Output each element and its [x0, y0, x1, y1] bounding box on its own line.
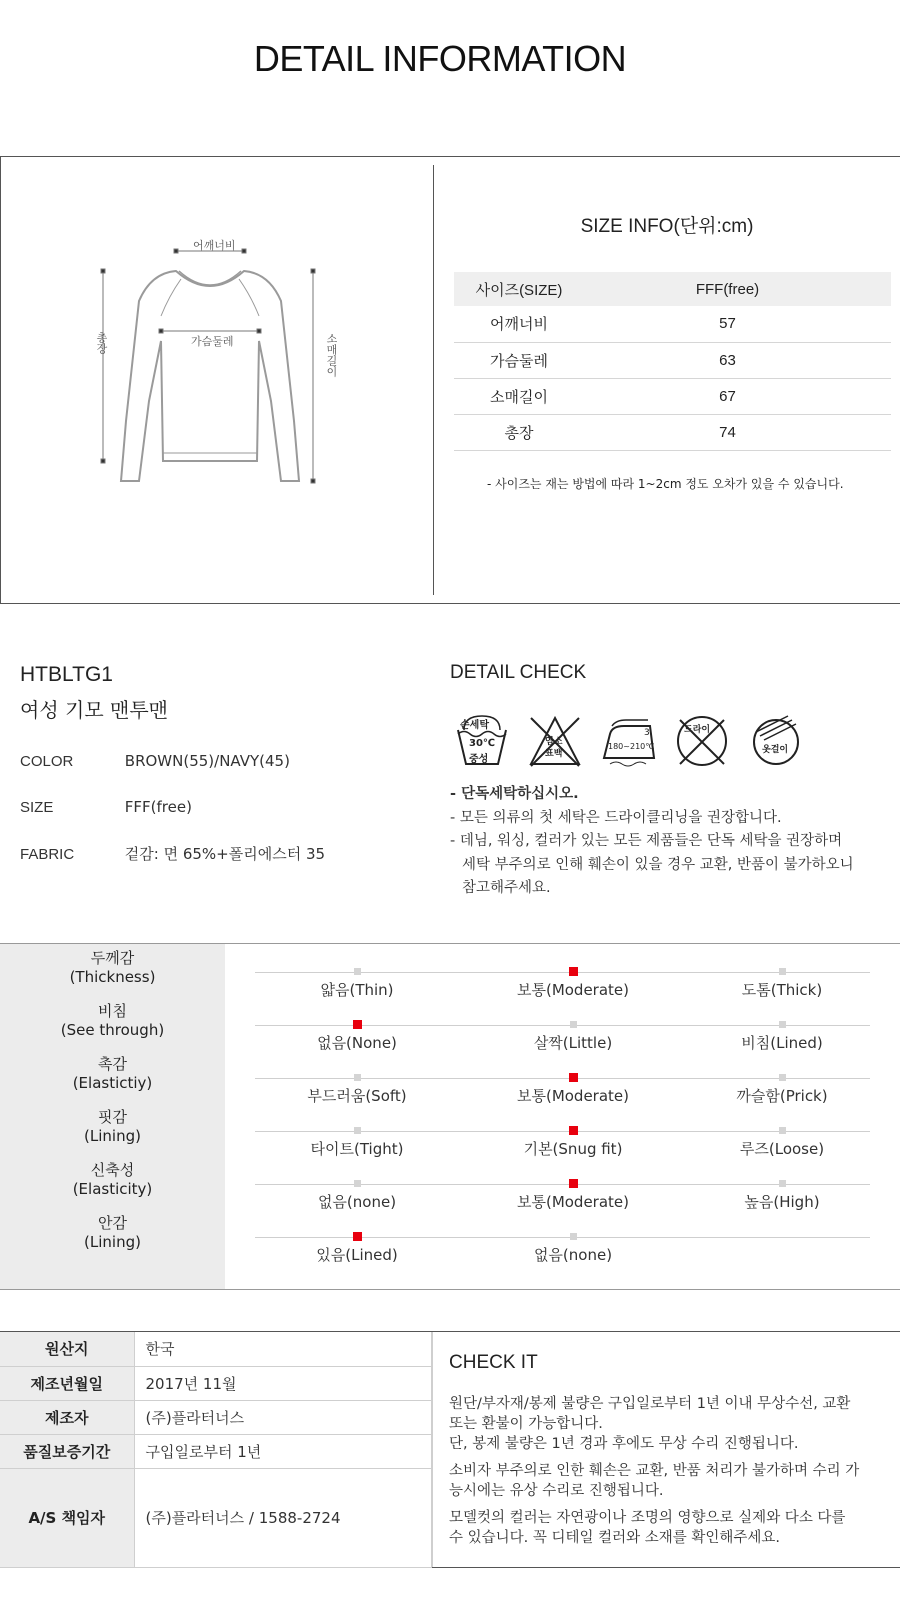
spec-value: 겉감: 면 65%+폴리에스터 35 [124, 845, 326, 863]
attribute-marker [779, 1127, 786, 1134]
care-text: 30℃ [469, 738, 496, 749]
diagram-label-sleeve: 소매길이 [325, 333, 338, 377]
attribute-marker [354, 968, 361, 975]
care-text: 옷걸이 [762, 745, 789, 755]
table-row [0, 1332, 432, 1366]
care-note: - 단독세탁하십시오. [450, 786, 579, 802]
attribute-marker [570, 1021, 577, 1028]
attribute-marker [354, 1127, 361, 1134]
check-it-line: 소비자 부주의로 인한 훼손은 교환, 반품 처리가 불가하며 수리 가 [449, 1463, 860, 1479]
size-header-label: 사이즈(SIZE) [454, 272, 584, 306]
attribute-option: 없음(None) [317, 1034, 397, 1052]
attribute-name: 촉감 [98, 1055, 127, 1073]
check-it-line: 또는 환불이 가능합니다. [449, 1416, 603, 1432]
attribute-label [0, 949, 225, 987]
attribute-row [0, 1002, 900, 1055]
info-key: 원산지 [0, 1332, 134, 1366]
size-table-header [454, 272, 891, 306]
product-code: HTBLTG1 [20, 663, 113, 686]
attribute-option: 부드러움(Soft) [307, 1087, 407, 1105]
table-row [454, 342, 891, 378]
diagram-label-shoulder: 어깨너비 [193, 239, 236, 252]
size-note: - 사이즈는 재는 방법에 따라 1~2cm 정도 오차가 있을 수 있습니다. [487, 477, 844, 491]
info-key: A/S 책임자 [0, 1468, 134, 1567]
attribute-marker-selected [569, 1073, 578, 1082]
size-row-value: 63 [584, 342, 891, 378]
care-note: - 모든 의류의 첫 세탁은 드라이클리닝을 권장합니다. [450, 809, 782, 826]
attribute-label [0, 1214, 225, 1252]
attribute-row [0, 1214, 900, 1267]
size-table [454, 272, 891, 451]
spec-label: COLOR [20, 753, 74, 770]
table-row [454, 414, 891, 450]
attribute-marker [354, 1180, 361, 1187]
attribute-option: 기본(Snug fit) [523, 1140, 623, 1158]
attribute-option: 보통(Moderate) [516, 1193, 630, 1211]
attribute-scale-line [255, 1078, 870, 1079]
attribute-name: 안감 [98, 1214, 127, 1232]
size-row-name: 총장 [454, 414, 584, 450]
attribute-sub: (Lining) [84, 1233, 141, 1251]
attribute-row [0, 1055, 900, 1108]
table-row [0, 1468, 432, 1567]
attribute-sub: (Thickness) [69, 968, 156, 986]
attribute-option: 도톰(Thick) [741, 981, 823, 999]
size-row-name: 가슴둘레 [454, 342, 584, 378]
spec-value: BROWN(55)/NAVY(45) [124, 752, 290, 770]
attribute-option: 없음(none) [317, 1193, 397, 1211]
diagram-label-length: 총장 [95, 332, 108, 354]
care-icons [452, 712, 872, 774]
check-it-line: 단, 봉제 불량은 1년 경과 후에도 무상 수리 진행됩니다. [449, 1436, 799, 1452]
product-notice-section [0, 1331, 900, 1568]
attribute-sub: (Lining) [84, 1127, 141, 1145]
spec-row-fabric [20, 843, 325, 864]
info-key: 제조년월일 [0, 1366, 134, 1400]
attribute-option: 살짝(Little) [533, 1034, 613, 1052]
care-notes [450, 783, 890, 901]
attribute-option: 루즈(Loose) [739, 1140, 825, 1158]
attribute-marker [354, 1074, 361, 1081]
attribute-row [0, 1161, 900, 1214]
check-it-paragraph [449, 1508, 889, 1548]
attribute-label [0, 1161, 225, 1199]
attribute-scale-line [255, 1025, 870, 1026]
attribute-section [0, 943, 900, 1290]
attribute-marker-selected [569, 1126, 578, 1135]
care-note: 세탁 부주의로 인해 훼손이 있을 경우 교환, 반품이 불가하오니 [462, 856, 854, 873]
attribute-marker [779, 1021, 786, 1028]
table-row [0, 1434, 432, 1468]
care-text: 드라이 [684, 725, 711, 735]
attribute-option: 타이트(Tight) [310, 1140, 404, 1158]
page-title: DETAIL INFORMATION [253, 38, 627, 79]
attribute-marker [779, 1180, 786, 1187]
check-it-body [449, 1394, 889, 1555]
spec-row-size [20, 798, 192, 816]
attribute-sub: (Elastictiy) [72, 1074, 153, 1092]
size-row-name: 어깨너비 [454, 306, 584, 342]
attribute-scale-line [255, 1184, 870, 1185]
attribute-label [0, 1108, 225, 1146]
size-row-name: 소매길이 [454, 378, 584, 414]
attribute-marker [570, 1233, 577, 1240]
info-value: (주)플라터너스 / 1588-2724 [134, 1468, 432, 1567]
attribute-marker-selected [353, 1232, 362, 1241]
check-it-line: 능시에는 유상 수리로 진행됩니다. [449, 1483, 664, 1499]
attribute-marker [779, 1074, 786, 1081]
care-text: 180~210℃ [608, 742, 655, 751]
attribute-row [0, 1108, 900, 1161]
product-name: 여성 기모 맨투맨 [20, 698, 168, 722]
check-it-line: 원단/부자재/봉제 불량은 구입일로부터 1년 이내 무상수선, 교환 [449, 1396, 851, 1412]
size-row-value: 74 [584, 414, 891, 450]
attribute-name: 핏감 [98, 1108, 127, 1126]
info-key: 제조자 [0, 1400, 134, 1434]
notice-divider [432, 1332, 433, 1567]
attribute-option: 있음(Lined) [316, 1246, 398, 1264]
table-row [454, 306, 891, 342]
info-value: 구입일로부터 1년 [134, 1434, 432, 1468]
spec-value: FFF(free) [124, 798, 192, 816]
attribute-marker-selected [569, 1179, 578, 1188]
attribute-option: 비침(Lined) [741, 1034, 823, 1052]
size-info-title: SIZE INFO(단위:cm) [580, 216, 754, 237]
size-row-value: 67 [584, 378, 891, 414]
attribute-option: 보통(Moderate) [516, 1087, 630, 1105]
info-value: (주)플라터너스 [134, 1400, 432, 1434]
check-it-line: 모델컷의 컬러는 자연광이나 조명의 영향으로 실제와 다소 다를 [449, 1510, 846, 1526]
care-note: - 데님, 워싱, 컬러가 있는 모든 제품들은 단독 세탁을 권장하며 [450, 833, 843, 849]
care-text: 표백 [545, 749, 563, 759]
attribute-option: 까슬함(Prick) [736, 1087, 828, 1105]
size-row-value: 57 [584, 306, 891, 342]
info-value: 2017년 11월 [134, 1366, 432, 1400]
attribute-option: 높음(High) [744, 1193, 820, 1211]
care-text: 손세탁 [460, 720, 489, 731]
attribute-marker [779, 968, 786, 975]
check-it-paragraph [449, 1461, 889, 1501]
spec-label: FABRIC [20, 846, 75, 863]
spec-label: SIZE [20, 799, 54, 816]
attribute-option: 보통(Moderate) [516, 981, 630, 999]
diagram-label-chest: 가슴둘레 [191, 335, 234, 348]
no-bleach-icon [525, 712, 591, 772]
hand-wash-icon [452, 712, 518, 772]
garment-size-diagram [81, 241, 361, 491]
attribute-sub: (See through) [60, 1021, 165, 1039]
care-text: 3 [644, 728, 650, 738]
attribute-sub: (Elasticity) [72, 1180, 153, 1198]
attribute-name: 두께감 [90, 949, 135, 967]
attribute-marker-selected [569, 967, 578, 976]
size-section [0, 156, 900, 604]
size-header-value: FFF(free) [584, 272, 891, 306]
spec-row-color [20, 752, 290, 770]
detail-check-title: DETAIL CHECK [450, 662, 587, 683]
iron-icon [600, 712, 666, 772]
attribute-scale-line [255, 972, 870, 973]
hang-dry-icon [746, 712, 812, 772]
table-row [0, 1366, 432, 1400]
attribute-label [0, 1002, 225, 1040]
care-text: 염소 [545, 737, 563, 747]
care-text: 중성 [469, 754, 489, 765]
attribute-row [0, 949, 900, 1002]
info-key: 품질보증기간 [0, 1434, 134, 1468]
care-note: 참고해주세요. [462, 880, 551, 896]
attribute-option: 얇음(Thin) [320, 981, 394, 999]
no-tumble-dry-icon [672, 712, 738, 772]
table-row [454, 378, 891, 414]
attribute-label [0, 1055, 225, 1093]
attribute-name: 비침 [98, 1002, 127, 1020]
attribute-scale-line [255, 1131, 870, 1132]
check-it-title: CHECK IT [449, 1352, 538, 1373]
attribute-marker-selected [353, 1020, 362, 1029]
attribute-scale-line [255, 1237, 870, 1238]
info-value: 한국 [134, 1332, 432, 1366]
check-it-paragraph [449, 1394, 889, 1454]
attribute-option: 없음(none) [533, 1246, 613, 1264]
info-table [0, 1332, 432, 1568]
check-it-line: 수 있습니다. 꼭 디테일 컬러와 소재를 확인해주세요. [449, 1530, 781, 1546]
attribute-name: 신축성 [90, 1161, 135, 1179]
table-row [0, 1400, 432, 1434]
